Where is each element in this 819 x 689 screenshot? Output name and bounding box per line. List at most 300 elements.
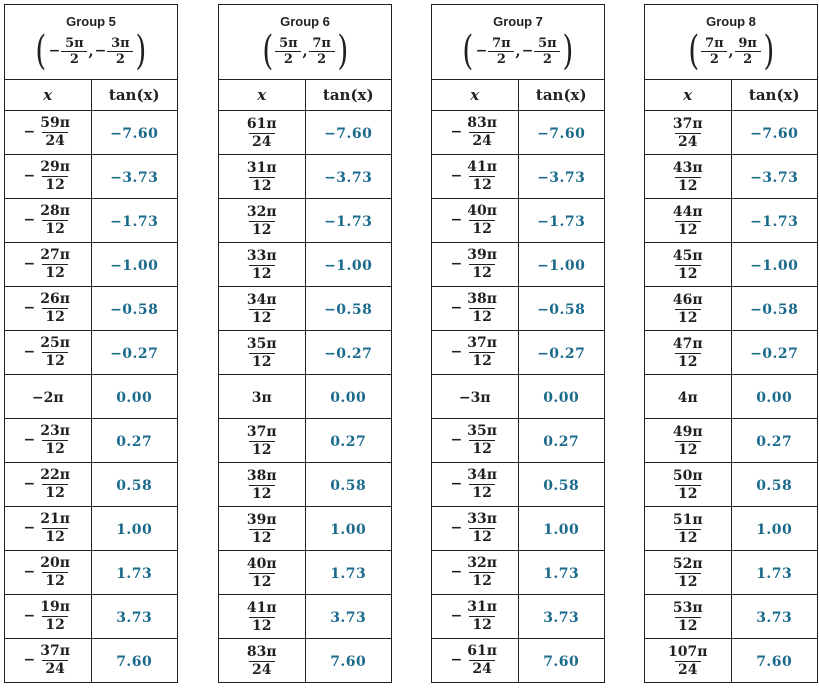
minus-sign: − <box>23 256 36 272</box>
x-cell <box>645 110 731 154</box>
group-header-row <box>219 5 391 79</box>
tan-cell <box>305 330 391 374</box>
tan-cell <box>518 154 604 198</box>
numerator: 40π <box>467 202 497 219</box>
numerator: 40π <box>246 556 277 572</box>
tan-value: 0.27 <box>330 433 367 450</box>
denominator: 12 <box>469 572 495 590</box>
fraction <box>245 204 279 239</box>
numerator: 5π <box>538 35 557 51</box>
numerator: 31π <box>246 160 277 176</box>
column-header-row <box>645 79 817 110</box>
fraction <box>24 511 72 546</box>
denominator: 12 <box>249 529 275 547</box>
fraction <box>666 644 709 679</box>
x-value <box>23 554 72 589</box>
comma: , <box>302 42 308 61</box>
denominator: 12 <box>469 484 495 502</box>
x-cell <box>432 374 518 418</box>
table-row <box>219 242 391 286</box>
x-value <box>245 641 279 679</box>
interval <box>432 28 604 75</box>
tan-value: −1.73 <box>324 213 373 230</box>
x-value <box>23 510 72 545</box>
tan-value: 0.27 <box>116 433 153 450</box>
tan-cell <box>731 462 817 506</box>
tan-value: −1.73 <box>750 213 799 230</box>
x-cell <box>219 594 305 638</box>
table-row <box>219 198 391 242</box>
numerator: 83π <box>467 114 497 131</box>
interval-left <box>488 36 514 67</box>
fraction <box>245 248 279 283</box>
tan-value: 1.73 <box>330 565 367 582</box>
table-row <box>5 638 177 682</box>
x-cell <box>645 418 731 462</box>
x-value <box>23 334 72 369</box>
minus-sign: − <box>23 432 36 448</box>
open-paren: ( <box>35 28 47 75</box>
x-cell <box>5 330 91 374</box>
numerator: 27π <box>40 246 70 263</box>
x-cell <box>432 110 518 154</box>
x-value <box>671 421 705 458</box>
numerator: 61π <box>246 116 277 132</box>
close-paren: ) <box>336 28 348 75</box>
tan-cell <box>518 110 604 154</box>
x-cell <box>432 286 518 330</box>
table-row <box>432 286 604 330</box>
x-value <box>245 113 279 150</box>
x-cell <box>432 198 518 242</box>
fraction <box>671 424 705 459</box>
denominator: 12 <box>42 220 68 238</box>
denominator: 12 <box>249 177 275 195</box>
x-value <box>245 245 279 282</box>
denominator: 2 <box>61 51 87 67</box>
column-header-row <box>219 79 391 110</box>
table-row <box>5 286 177 330</box>
x-cell <box>5 462 91 506</box>
minus-sign: − <box>450 168 463 184</box>
fraction <box>451 335 499 370</box>
table-row <box>645 110 817 154</box>
fraction <box>451 511 499 546</box>
x-cell <box>5 242 91 286</box>
table-row <box>645 418 817 462</box>
x-value <box>450 334 499 369</box>
group-title: Group 5 <box>66 14 116 30</box>
minus-sign: − <box>475 43 488 60</box>
x-cell <box>645 594 731 638</box>
denominator: 24 <box>469 660 495 678</box>
denominator: 12 <box>469 440 495 458</box>
x-value <box>245 157 279 194</box>
x-value: −3π <box>458 389 491 406</box>
fraction-stack <box>38 335 72 370</box>
group-title: Group 6 <box>280 14 330 30</box>
fraction-stack <box>245 556 279 591</box>
tan-cell <box>91 374 177 418</box>
denominator: 12 <box>675 265 701 283</box>
numerator: 3π <box>111 35 130 51</box>
x-cell <box>645 242 731 286</box>
table-row <box>645 198 817 242</box>
fraction <box>245 600 279 635</box>
x-cell <box>219 374 305 418</box>
denominator: 12 <box>42 308 68 326</box>
tan-cell <box>731 550 817 594</box>
comma: , <box>728 42 734 61</box>
minus-sign: − <box>450 344 463 360</box>
fraction-stack <box>245 116 279 151</box>
tan-value: −1.00 <box>750 257 799 274</box>
numerator: 50π <box>672 468 703 484</box>
table-row <box>219 462 391 506</box>
fraction <box>24 203 72 238</box>
x-cell <box>5 374 91 418</box>
tan-value: −3.73 <box>324 169 373 186</box>
x-cell <box>219 242 305 286</box>
minus-sign: − <box>23 652 36 669</box>
x-label: x <box>43 85 53 104</box>
tan-cell <box>91 110 177 154</box>
fraction <box>24 247 72 282</box>
tan-value: 1.00 <box>116 521 153 538</box>
x-value <box>23 290 72 325</box>
tan-cell <box>91 286 177 330</box>
tan-column-header: tan(x) <box>305 79 391 110</box>
tan-column-header: tan(x) <box>731 79 817 110</box>
fraction-stack <box>38 247 72 282</box>
numerator: 37π <box>246 424 277 440</box>
fraction <box>24 115 72 150</box>
tan-value: −0.27 <box>324 345 373 362</box>
comma: , <box>515 42 521 61</box>
denominator: 12 <box>469 352 495 370</box>
numerator: 22π <box>40 466 70 483</box>
tan-value: 1.00 <box>543 521 580 538</box>
fraction-stack <box>671 292 705 327</box>
denominator: 12 <box>675 617 701 635</box>
tan-cell <box>731 286 817 330</box>
tan-value: 0.00 <box>756 389 793 406</box>
x-cell <box>5 198 91 242</box>
minus-sign: − <box>450 256 463 272</box>
x-cell <box>219 154 305 198</box>
table-row <box>219 418 391 462</box>
fraction-stack <box>245 512 279 547</box>
x-value <box>450 510 499 545</box>
tan-value: −7.60 <box>750 125 799 142</box>
fraction <box>24 423 72 458</box>
tan-value: 7.60 <box>330 653 367 670</box>
x-value <box>245 333 279 370</box>
table-row <box>432 242 604 286</box>
fraction-stack <box>465 203 499 238</box>
numerator: 49π <box>672 424 703 440</box>
table-row <box>219 154 391 198</box>
denominator: 12 <box>249 265 275 283</box>
denominator: 12 <box>42 440 68 458</box>
numerator: 107π <box>668 644 708 661</box>
numerator: 44π <box>672 204 703 220</box>
group-title: Group 7 <box>493 14 543 30</box>
fraction-stack <box>38 423 72 458</box>
denominator: 12 <box>42 484 68 502</box>
table-row <box>219 638 391 682</box>
fraction-stack <box>38 291 72 326</box>
table-row <box>219 110 391 154</box>
group-header-row <box>645 5 817 79</box>
denominator: 24 <box>42 132 68 150</box>
fraction-stack <box>245 160 279 195</box>
x-value <box>671 597 705 634</box>
numerator: 37π <box>672 116 703 132</box>
x-value <box>245 201 279 238</box>
tan-cell <box>305 462 391 506</box>
x-value <box>450 554 499 589</box>
tan-cell <box>305 550 391 594</box>
group-grid <box>219 5 391 682</box>
minus-sign: − <box>23 168 36 184</box>
tan-cell <box>731 330 817 374</box>
minus-sign: − <box>450 520 463 536</box>
denominator: 12 <box>469 176 495 194</box>
x-value <box>450 246 499 281</box>
tan-cell <box>731 506 817 550</box>
numerator: 33π <box>246 248 277 264</box>
close-paren: ) <box>562 28 574 75</box>
denominator: 12 <box>249 617 275 635</box>
denominator: 2 <box>107 51 133 67</box>
denominator: 12 <box>42 264 68 282</box>
numerator: 25π <box>40 334 70 351</box>
x-value: 3π <box>251 389 272 406</box>
fraction-stack <box>38 643 72 678</box>
numerator: 61π <box>467 642 497 659</box>
fraction <box>671 292 705 327</box>
fraction <box>451 555 499 590</box>
x-value <box>671 553 705 590</box>
minus-sign: − <box>23 124 36 140</box>
fraction <box>24 555 72 590</box>
minus-sign: − <box>450 476 463 492</box>
numerator: 53π <box>672 600 703 616</box>
tan-cell <box>518 242 604 286</box>
fraction-stack <box>245 468 279 503</box>
table-row <box>5 462 177 506</box>
table-row <box>5 198 177 242</box>
table-row <box>645 506 817 550</box>
denominator: 12 <box>249 485 275 503</box>
numerator: 28π <box>40 202 70 219</box>
numerator: 32π <box>467 554 497 571</box>
x-cell <box>5 594 91 638</box>
numerator: 26π <box>40 290 70 307</box>
fraction <box>671 600 705 635</box>
fraction-stack <box>671 204 705 239</box>
x-cell <box>432 638 518 682</box>
tan-value: −7.60 <box>324 125 373 142</box>
table-row <box>432 462 604 506</box>
column-header-row <box>5 79 177 110</box>
x-cell <box>645 506 731 550</box>
x-value <box>245 553 279 590</box>
x-column-header <box>219 79 305 110</box>
fraction <box>451 247 499 282</box>
tan-cell <box>305 594 391 638</box>
tan-value: −0.58 <box>324 301 373 318</box>
x-value <box>23 202 72 237</box>
table-row <box>219 330 391 374</box>
fraction-stack <box>465 599 499 634</box>
group-grid <box>645 5 817 682</box>
denominator: 12 <box>675 485 701 503</box>
x-cell <box>645 330 731 374</box>
numerator: 20π <box>40 554 70 571</box>
fraction-stack <box>465 115 499 150</box>
table-row <box>432 110 604 154</box>
tan-cell <box>731 374 817 418</box>
denominator: 24 <box>249 661 275 679</box>
interval-right <box>534 36 560 67</box>
denominator: 2 <box>735 51 761 67</box>
tan-column-header: tan(x) <box>518 79 604 110</box>
x-cell <box>219 198 305 242</box>
tan-cell <box>305 198 391 242</box>
x-cell <box>432 242 518 286</box>
tan-value: −0.58 <box>537 301 586 318</box>
tan-cell <box>731 638 817 682</box>
tan-value: −0.27 <box>750 345 799 362</box>
numerator: 35π <box>246 336 277 352</box>
numerator: 37π <box>467 334 497 351</box>
interval-left <box>61 36 87 67</box>
denominator: 24 <box>42 660 68 678</box>
tan-value: 3.73 <box>330 609 367 626</box>
tan-value: 3.73 <box>543 609 580 626</box>
x-cell <box>645 462 731 506</box>
tan-cell <box>91 550 177 594</box>
fraction <box>451 115 499 150</box>
fraction-stack <box>671 336 705 371</box>
minus-sign: − <box>450 652 463 669</box>
group-title: Group 8 <box>706 14 756 30</box>
tan-cell <box>731 154 817 198</box>
tan-cell <box>305 110 391 154</box>
tan-cell <box>305 242 391 286</box>
numerator: 47π <box>672 336 703 352</box>
numerator: 33π <box>467 510 497 527</box>
numerator: 83π <box>246 644 277 661</box>
tan-value: −1.00 <box>324 257 373 274</box>
x-cell <box>5 154 91 198</box>
fraction-stack <box>245 248 279 283</box>
fraction-stack <box>245 644 279 679</box>
table-row <box>432 594 604 638</box>
fraction-stack <box>671 512 705 547</box>
tan-cell <box>518 330 604 374</box>
x-cell <box>645 374 731 418</box>
tan-cell <box>91 462 177 506</box>
denominator: 12 <box>249 353 275 371</box>
x-value <box>671 245 705 282</box>
tan-value: 0.27 <box>543 433 580 450</box>
table-row <box>432 506 604 550</box>
minus-sign: − <box>23 564 36 580</box>
x-value <box>450 598 499 633</box>
table-row <box>432 418 604 462</box>
tan-cell <box>518 638 604 682</box>
fraction-stack <box>465 247 499 282</box>
x-cell <box>219 462 305 506</box>
group-table-7 <box>431 4 605 683</box>
interval-left <box>275 36 301 67</box>
tan-column-header: tan(x) <box>91 79 177 110</box>
fraction <box>245 336 279 371</box>
x-label: x <box>470 85 480 104</box>
denominator: 24 <box>249 133 275 151</box>
group-header-cell <box>432 5 604 79</box>
tan-cell <box>518 462 604 506</box>
tan-value: −3.73 <box>110 169 159 186</box>
x-label: x <box>257 85 267 104</box>
fraction-stack <box>245 424 279 459</box>
table-row <box>645 462 817 506</box>
numerator: 52π <box>672 556 703 572</box>
x-value <box>671 333 705 370</box>
x-cell <box>5 110 91 154</box>
minus-sign: − <box>450 124 463 140</box>
tan-value: −1.73 <box>537 213 586 230</box>
group-header-cell <box>5 5 177 79</box>
numerator: 45π <box>672 248 703 264</box>
tan-cell <box>91 330 177 374</box>
x-cell <box>645 550 731 594</box>
tan-cell <box>731 418 817 462</box>
x-cell <box>5 506 91 550</box>
group-header-row <box>5 5 177 79</box>
x-column-header <box>432 79 518 110</box>
tan-cell <box>731 110 817 154</box>
tan-cell <box>91 506 177 550</box>
minus-sign: − <box>450 432 463 448</box>
minus-sign: − <box>23 520 36 536</box>
denominator: 12 <box>469 220 495 238</box>
fraction-stack <box>38 511 72 546</box>
denominator: 12 <box>42 176 68 194</box>
fraction <box>451 159 499 194</box>
x-value <box>23 598 72 633</box>
minus-sign: − <box>450 564 463 580</box>
denominator: 12 <box>249 221 275 239</box>
tan-cell <box>731 198 817 242</box>
denominator: 12 <box>469 528 495 546</box>
x-cell <box>5 418 91 462</box>
tan-value: 3.73 <box>756 609 793 626</box>
numerator: 9π <box>738 35 757 51</box>
table-row <box>645 638 817 682</box>
tan-cell <box>91 638 177 682</box>
fraction-stack <box>671 600 705 635</box>
tan-cell <box>305 286 391 330</box>
denominator: 12 <box>42 616 68 634</box>
fraction <box>671 336 705 371</box>
tan-cell <box>91 198 177 242</box>
fraction-stack <box>465 511 499 546</box>
numerator: 29π <box>40 158 70 175</box>
